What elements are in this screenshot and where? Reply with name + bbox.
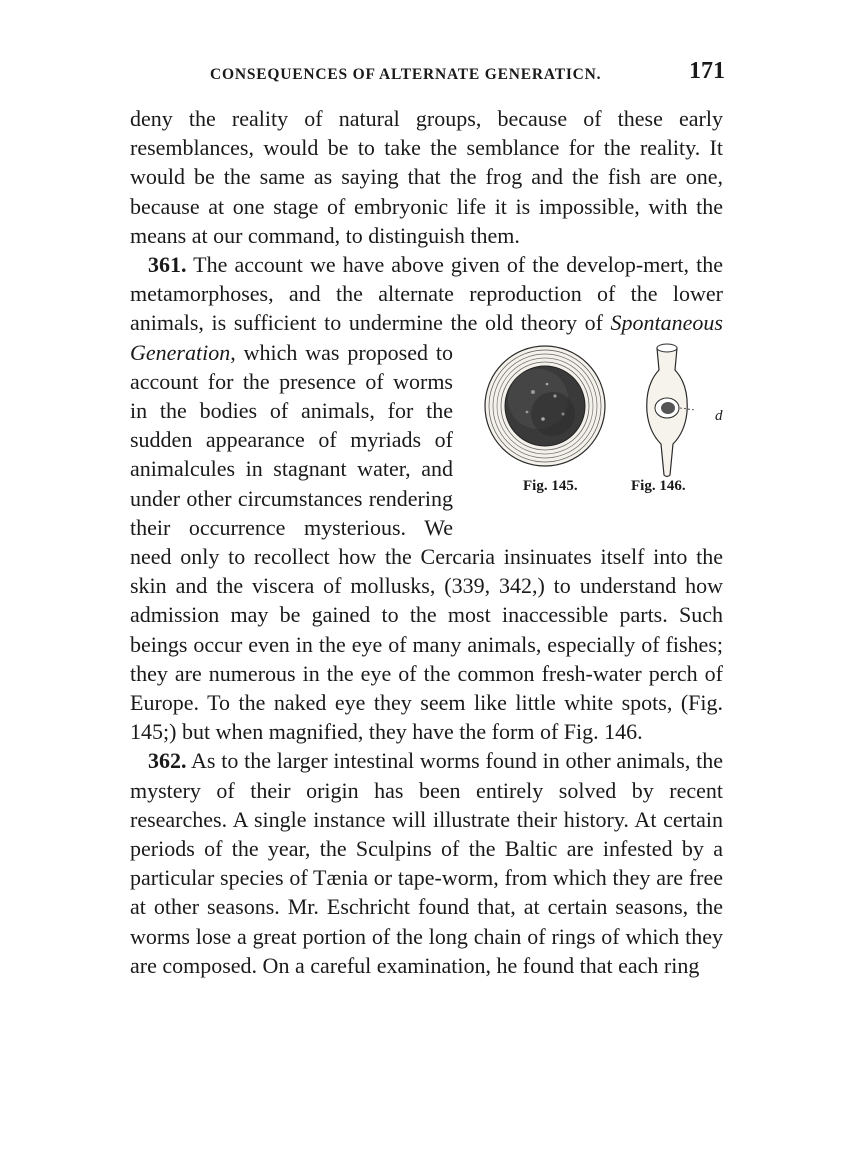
page-body [130,104,723,980]
fig-145-illustration [483,344,608,469]
running-head: CONSEQUENCES OF ALTERNATE GENERATICN. [210,66,602,83]
paragraph-number: 362. [148,748,187,774]
paragraph-text: As to the larger intestinal worms found in other animals, the mystery of their origin has been entirely solved by recent researches. A single instance will illustrate their history. At certain periods of the year, the Sculpins of the Baltic are infested by a particular species of Tænia or tape-worm, from which they are free at other seasons. Mr. Eschricht found that, at certain seasons, the worms lose a great portion of the long chain of rings of which they are composed. On a careful examination, he found that each ring [130,748,723,978]
paragraph-continuation: deny the reality of natural groups, because of these early resemblances, would be to take the semblance for the reality. It would be the same as saying that the frog and the fish are one, because at one stage of embryonic life it is impossible, with the means at our command, to distinguish them. [130,106,723,248]
paragraph-text: The account we have above given of the develop-mert, the metamorphoses, and the alternate reproduction of the lower animals, is sufficient to undermine the old theory of [130,252,723,336]
paragraph-number: 361. [148,252,187,278]
paragraph-text: , which was proposed to account for the presence of worms in the bodies of animals, for the sudden appearance of myriads of animalcules in stagnant water, and under other circumstances rendering their occurrence mysterious. We need only to recollect how the Cercaria insinuates itself into the skin and the viscera of mollusks, (339, 342,) to understand how admission may be gained to the most inaccessible parts. Such beings occur even in the eye of many animals, especially of fishes; they are numerous in the eye of the common fresh-water perch of Europe. To the naked eye they seem like little white spots, (Fig. 145;) but when magnified, they have the form of Fig. 146. [130,339,723,745]
paragraph-361 [130,250,723,746]
fig-146-illustration [627,340,707,480]
paragraph-362 [130,746,723,980]
page-header [130,56,725,90]
fig-145-caption: Fig. 145. [523,477,578,494]
fig-146-label-d: d [715,407,723,424]
italic-term: Spontaneous Generation [130,310,723,365]
page-number: 171 [689,58,725,84]
fig-146-caption: Fig. 146. [631,477,686,494]
figure-group [465,340,735,514]
